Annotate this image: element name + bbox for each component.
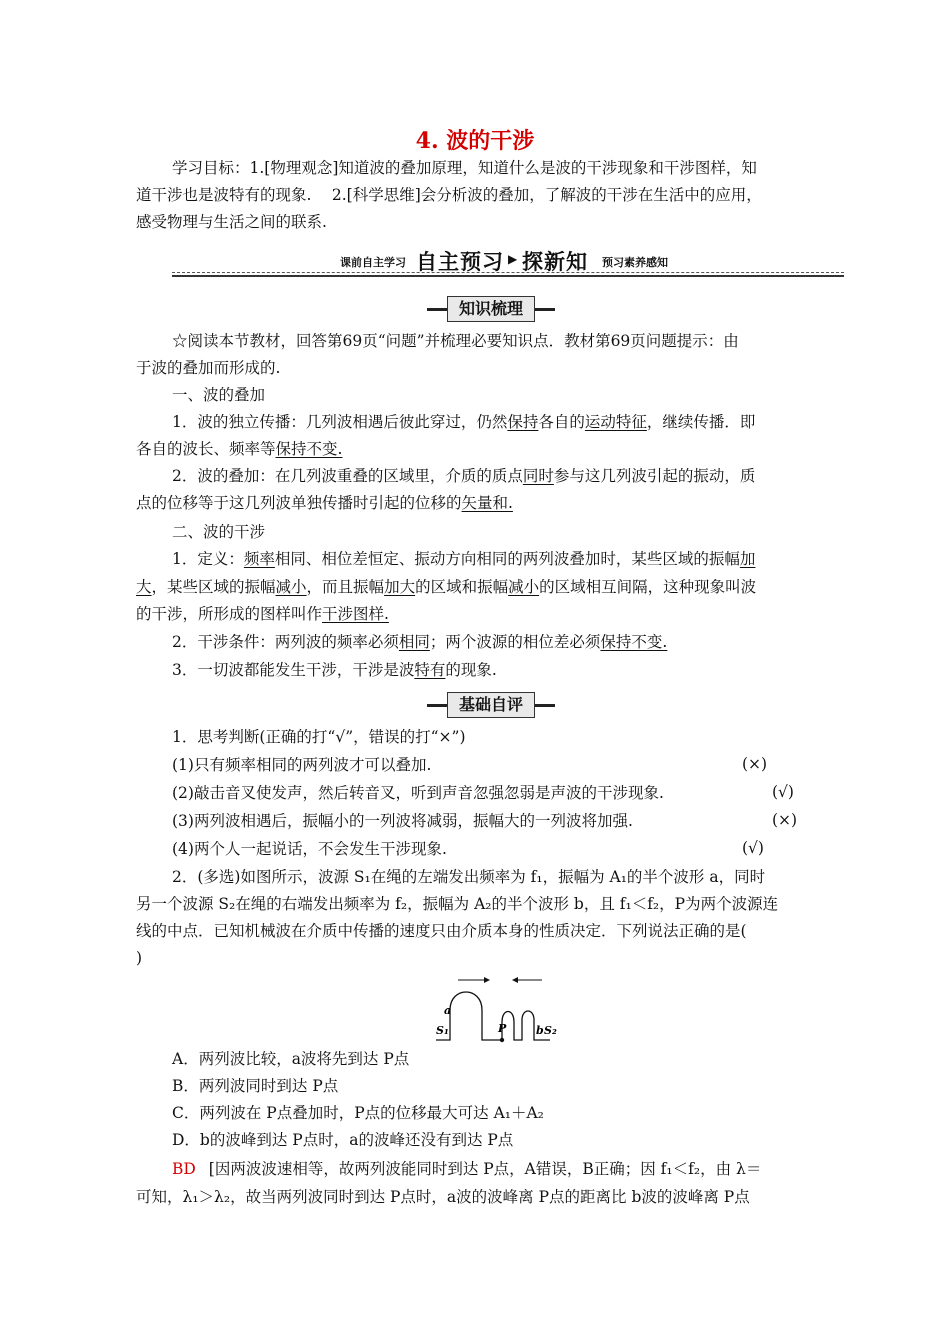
judge-item-1: (1)只有频率相同的两列波才可以叠加. — [172, 756, 432, 774]
banner-left-label: 课前自主学习 — [340, 256, 406, 269]
text-span: ，继续传播．即 — [646, 413, 756, 431]
banner-solid-rule — [172, 275, 844, 277]
judge-item-4: (4)两个人一起说话，不会发生干涉现象. — [172, 840, 447, 858]
paragraph-independent-line-2 — [136, 439, 342, 459]
judge-mark-3: (×) — [772, 811, 798, 829]
banner-main-a: 自主预习 — [416, 249, 504, 274]
text-span: 的区域和振幅 — [415, 578, 509, 596]
label-p: P — [498, 1022, 507, 1035]
blank-answer: 矢量和. — [461, 494, 513, 512]
heading-label: 知识梳理 — [447, 296, 535, 322]
blank-answer: 加大 — [384, 578, 416, 596]
question2-line-2: 另一个波源 S₂在绳的右端发出频率为 f₂，振幅为 A₂的半个波形 b，且 f₁＜f₂，P为两个波源连 — [136, 895, 779, 913]
part2-title: 二、波的干涉 — [172, 523, 266, 541]
answer-line-2: 可知，λ₁＞λ₂，故当两列波同时到达 P点时，a波的波峰离 P点的距离比 b波的波峰离 P点 — [136, 1188, 750, 1206]
blank-answer: 保持不变. — [275, 440, 343, 458]
objectives-line-2: 道干涉也是波特有的现象. 2.[科学思维]会分析波的叠加，了解波的干涉在生活中的应用， — [136, 186, 762, 204]
question2-line-4: ) — [136, 949, 143, 967]
blank-answer: 保持不变. — [600, 633, 668, 651]
text-span: 1．波的独立传播：几列波相遇后彼此穿过，仍然 — [172, 413, 508, 431]
option-d: D．b的波峰到达 P点时，a的波峰还没有到达 P点 — [172, 1131, 514, 1149]
text-span: 2．波的叠加：在几列波重叠的区域里，介质的质点 — [172, 467, 523, 485]
blank-answer: 运动特征 — [584, 413, 647, 431]
blank-answer: 大 — [136, 578, 152, 596]
judge-item-3: (3)两列波相遇后，振幅小的一列波将减弱，振幅大的一列波将加强. — [172, 812, 633, 830]
text-span: 2．干涉条件：两列波的频率必须 — [172, 633, 399, 651]
text-span: 各自的 — [538, 413, 585, 431]
paragraph-independent-line-1 — [172, 412, 755, 432]
judge-title: 1．思考判断(正确的打“√”，错误的打“×”) — [172, 728, 466, 746]
condition-line — [172, 632, 667, 652]
label-b: b — [536, 1024, 544, 1037]
definition-line-3 — [136, 604, 389, 624]
text-span: ，某些区域的振幅 — [151, 578, 276, 596]
right-arrow-icon — [458, 977, 490, 983]
text-span: 相同、相位差恒定、振动方向相同的两列波叠加时，某些区域的振幅 — [274, 550, 740, 568]
banner-main-b: 探新知 — [522, 249, 588, 274]
blank-answer: 特有 — [414, 661, 446, 679]
text-span: ；两个波源的相位差必须 — [429, 633, 601, 651]
text-span: 的现象. — [445, 661, 497, 679]
label-s2: S₂ — [544, 1024, 557, 1037]
all-waves-line — [172, 660, 497, 680]
wave-figure — [430, 972, 560, 1048]
banner-arrow-icon: ▶ — [508, 252, 518, 266]
judge-mark-1: (×) — [742, 755, 768, 773]
option-c: C．两列波在 P点叠加时，P点的位移最大可达 A₁＋A₂ — [172, 1104, 544, 1122]
blank-answer: 相同 — [398, 633, 430, 651]
blank-answer: 加 — [739, 550, 756, 568]
answer-line-1 — [172, 1159, 761, 1179]
answer-key: BD — [172, 1160, 196, 1178]
objectives-line-3: 感受物理与生活之间的联系. — [136, 213, 327, 231]
text-span: 点的位移等于这几列波单独传播时引起的位移的 — [136, 494, 462, 512]
definition-line-2 — [136, 577, 756, 597]
blank-answer: 减小 — [275, 578, 307, 596]
text-span: ，而且振幅 — [306, 578, 385, 596]
banner-right-label: 预习素养感知 — [602, 256, 668, 269]
option-a: A．两列波比较，a波将先到达 P点 — [172, 1050, 410, 1068]
answer-text: [因两波波速相等，故两列波能同时到达 P点，A错误，B正确；因 f₁＜f₂，由 λ＝ — [208, 1160, 762, 1178]
section-heading-self-eval — [427, 692, 555, 718]
part1-title: 一、波的叠加 — [172, 386, 266, 404]
banner-dashed-rule — [172, 272, 844, 273]
rope-and-pulses — [436, 992, 550, 1040]
section-banner — [172, 246, 844, 276]
paragraph-superposition-line-2 — [136, 493, 513, 513]
heading-label: 基础自评 — [447, 692, 535, 718]
text-span: 参与这几列波引起的振动，质 — [553, 467, 756, 485]
blank-answer: 同时 — [522, 467, 554, 485]
label-a: a — [444, 1004, 452, 1017]
question2-line-1: 2．(多选)如图所示，波源 S₁在绳的左端发出频率为 f₁，振幅为 A₁的半个波形 a，同时 — [172, 868, 766, 886]
blank-answer: 频率 — [243, 550, 275, 568]
blank-answer: 保持 — [507, 413, 539, 431]
paragraph-superposition-line-1 — [172, 466, 755, 486]
text-span: 1．定义： — [172, 550, 244, 568]
intro-line-1: ☆阅读本节教材，回答第69页“问题”并梳理必要知识点．教材第69页问题提示：由 — [172, 332, 739, 350]
page-title: 4. 波的干涉 — [415, 128, 535, 154]
question2-line-3: 线的中点．已知机械波在介质中传播的速度只由介质本身的性质决定．下列说法正确的是( — [136, 922, 747, 940]
left-arrow-icon — [512, 977, 542, 983]
blank-answer: 干涉图样. — [322, 605, 389, 623]
section-heading-knowledge — [427, 296, 555, 322]
text-span: 各自的波长、频率等 — [136, 440, 276, 458]
objectives-line-1: 学习目标：1.[物理观念]知道波的叠加原理，知道什么是波的干涉现象和干涉图样，知 — [172, 159, 757, 177]
judge-mark-2: (√) — [772, 783, 794, 801]
blank-answer: 减小 — [508, 578, 540, 596]
point-p-marker — [500, 1038, 504, 1042]
label-s1: S₁ — [436, 1024, 449, 1037]
definition-line-1 — [172, 549, 755, 569]
text-span: 3．一切波都能发生干涉，干涉是波 — [172, 661, 415, 679]
judge-item-2: (2)敲击音叉使发声，然后转音叉，听到声音忽强忽弱是声波的干涉现象. — [172, 784, 664, 802]
text-span: 的干涉，所形成的图样叫作 — [136, 605, 323, 623]
text-span: 的区域相互间隔，这种现象叫波 — [539, 578, 757, 596]
judge-mark-4: (√) — [742, 839, 764, 857]
intro-line-2: 于波的叠加而形成的. — [136, 359, 281, 377]
option-b: B．两列波同时到达 P点 — [172, 1077, 339, 1095]
